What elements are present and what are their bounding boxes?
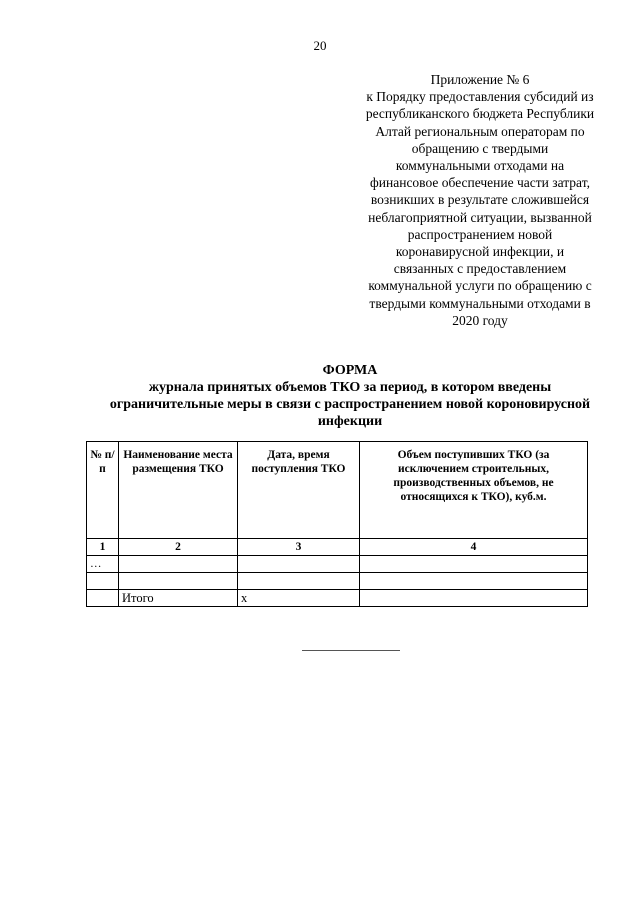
appendix-line: республиканского бюджета Республики <box>365 106 595 122</box>
appendix-line: коронавирусной инфекции, и <box>395 244 565 260</box>
appendix-line: Алтай региональным операторам по <box>375 123 585 139</box>
form-title <box>60 362 640 430</box>
form-subtitle-line: журнала принятых объемов ТКО за период, в котором введены <box>148 380 552 395</box>
appendix-line: финансовое обеспечение части затрат, <box>370 175 590 191</box>
table-cell <box>87 573 119 590</box>
table-cell <box>238 556 360 573</box>
end-divider <box>302 650 400 651</box>
total-date-mark: х <box>238 590 360 607</box>
table-cell <box>360 556 588 573</box>
form-heading: ФОРМА <box>322 363 378 378</box>
ellipsis-cell: … <box>87 556 119 573</box>
table-header-row <box>87 442 588 539</box>
appendix-line: 2020 году <box>452 312 508 328</box>
table-cell <box>119 556 238 573</box>
appendix-line: возникших в результате сложившейся <box>370 192 590 208</box>
column-number: 3 <box>238 539 360 556</box>
appendix-line: связанных с предоставлением <box>393 261 567 277</box>
table-cell <box>360 590 588 607</box>
table-cell <box>87 590 119 607</box>
appendix-line: к Порядку предоставления субсидий из <box>366 89 594 105</box>
column-number: 4 <box>360 539 588 556</box>
table-cell <box>119 573 238 590</box>
header-cell-volume: Объем поступивших ТКО (за исключением строительных, производственных объемов, не относящихся к ТКО), куб.м. <box>360 442 588 539</box>
table-cell <box>238 573 360 590</box>
page-number: 20 <box>313 38 327 53</box>
appendix-line: обращению с твердыми <box>411 140 549 156</box>
header-cell-datetime: Дата, время поступления ТКО <box>238 442 360 539</box>
form-subtitle-line: инфекции <box>317 414 383 429</box>
table-row <box>87 573 588 590</box>
header-cell-number: № п/п <box>87 442 119 539</box>
appendix-block <box>342 71 618 329</box>
table-row <box>87 556 588 573</box>
appendix-line: Приложение № 6 <box>430 72 530 87</box>
total-label: Итого <box>119 590 238 607</box>
column-number-row <box>87 539 588 556</box>
table-cell <box>360 573 588 590</box>
journal-table <box>86 441 588 607</box>
appendix-line: неблагоприятной ситуации, вызванной <box>368 209 592 225</box>
appendix-line: коммунальной услуги по обращению с <box>368 278 592 294</box>
appendix-line: твердыми коммунальными отходами в <box>369 295 591 311</box>
appendix-line: коммунальными отходами на <box>395 158 565 174</box>
column-number: 1 <box>87 539 119 556</box>
appendix-line: распространением новой <box>407 226 553 242</box>
column-number: 2 <box>119 539 238 556</box>
header-cell-place: Наименование места размещения ТКО <box>119 442 238 539</box>
form-subtitle-line: ограничительные меры в связи с распространением новой короновирусной <box>109 397 591 412</box>
total-row <box>87 590 588 607</box>
